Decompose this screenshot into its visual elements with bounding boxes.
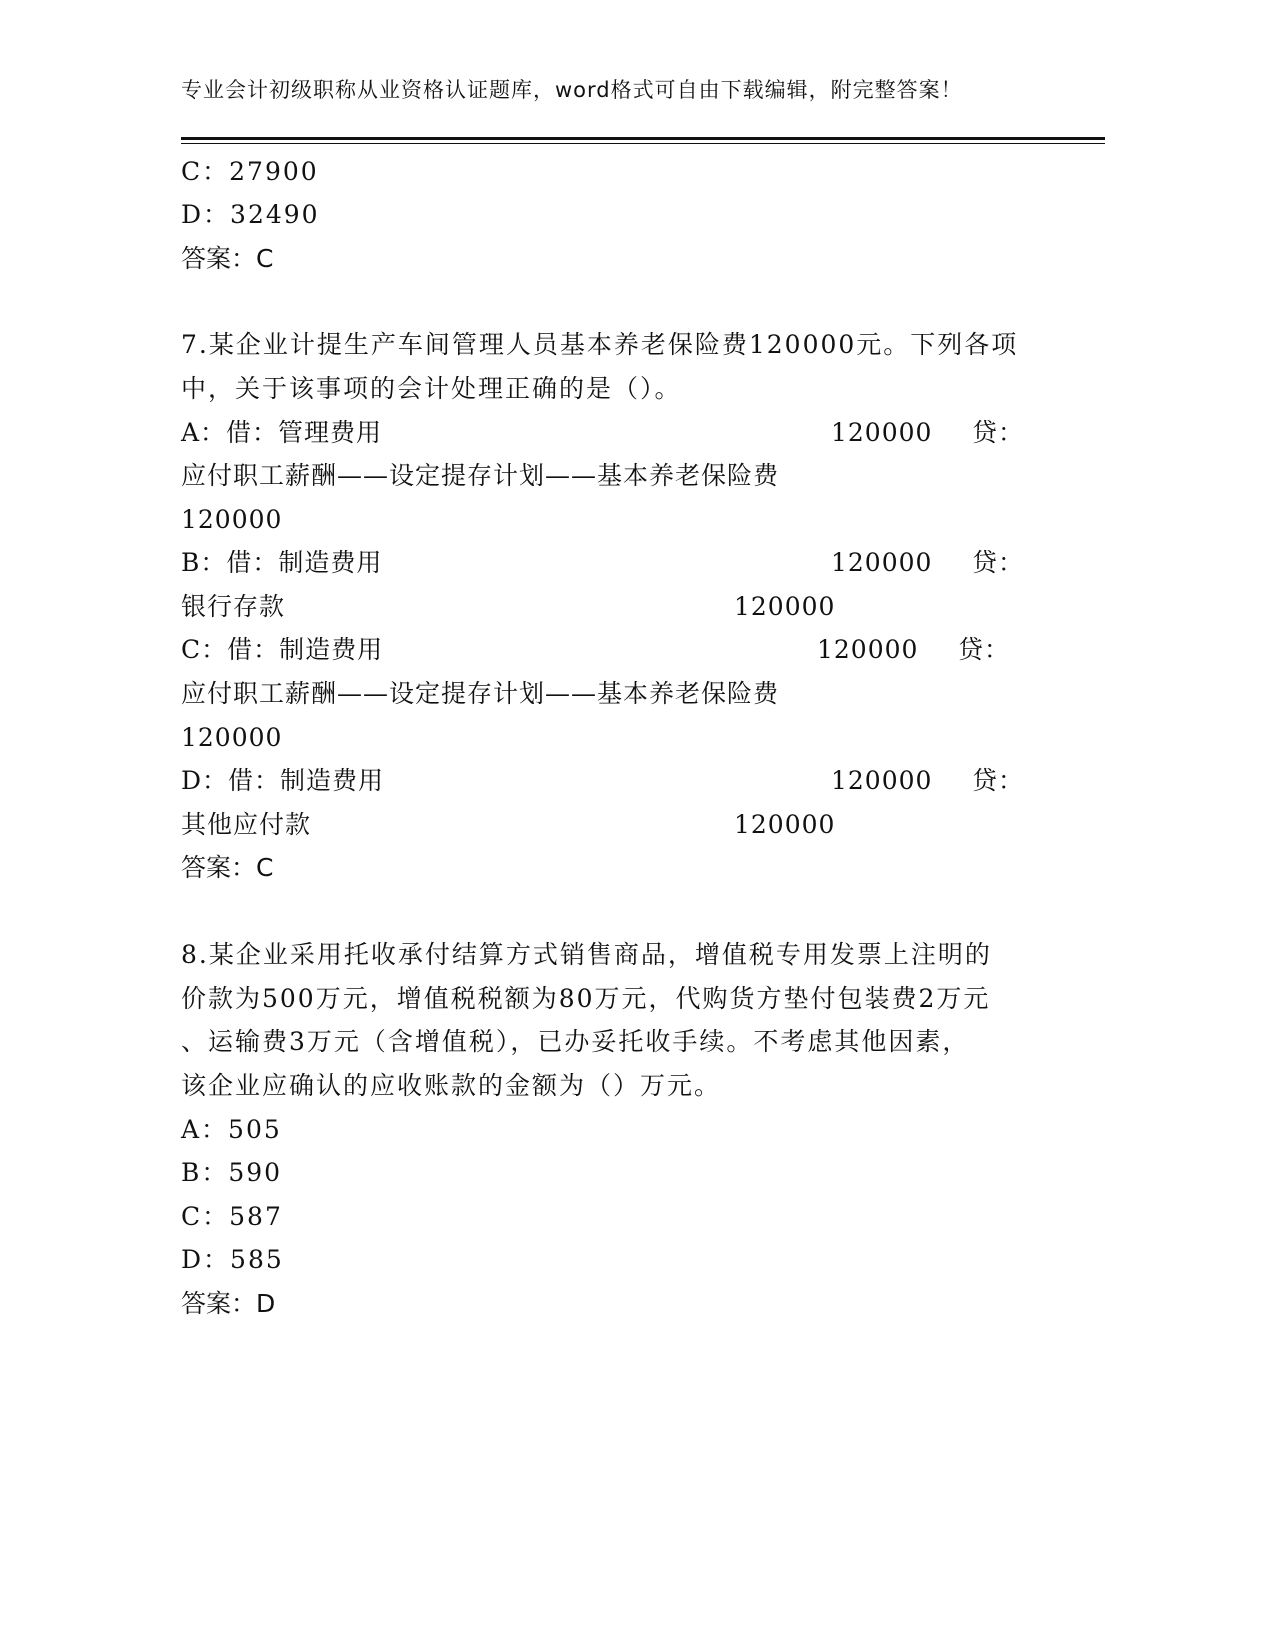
q7-option-a-credit: 贷： (972, 418, 1025, 447)
q7-option-d-account: 其他应付款 (181, 810, 312, 839)
q8-option-d: D：585 (181, 1245, 284, 1274)
prev-option-d: D：32490 (181, 200, 320, 229)
q7-option-a-account: 应付职工薪酬——设定提存计划——基本养老保险费 (181, 461, 780, 490)
q8-option-b: B：590 (181, 1158, 283, 1187)
q8-option-a: A：505 (181, 1115, 282, 1144)
q7-stem-line-1: 7.某企业计提生产车间管理人员基本养老保险费120000元。下列各项 (181, 330, 1019, 359)
q7-option-d-credit-amount: 120000 (734, 810, 836, 839)
q7-option-b-account: 银行存款 (181, 592, 286, 621)
q7-option-b-credit: 贷： (972, 548, 1025, 577)
header-rule-thin (181, 143, 1105, 144)
page-header: 专业会计初级职称从业资格认证题库，word格式可自由下载编辑，附完整答案！ (181, 78, 963, 102)
q8-option-c: C：587 (181, 1202, 283, 1231)
q7-answer: 答案：C (181, 853, 274, 882)
prev-answer: 答案：C (181, 244, 274, 273)
q8-answer: 答案：D (181, 1289, 276, 1318)
q7-option-d-amount: 120000 (831, 766, 933, 795)
q7-option-c-amount: 120000 (817, 635, 919, 664)
q7-option-b-credit-amount: 120000 (734, 592, 836, 621)
q7-option-b-amount: 120000 (831, 548, 933, 577)
prev-option-c: C：27900 (181, 157, 319, 186)
q7-option-d-debit: D：借：制造费用 (181, 766, 385, 795)
q7-option-c-account: 应付职工薪酬——设定提存计划——基本养老保险费 (181, 679, 780, 708)
q8-stem-line-2: 价款为500万元，增值税税额为80万元，代购货方垫付包装费2万元 (181, 984, 991, 1013)
q7-option-c-credit: 贷： (958, 635, 1011, 664)
header-rule-thick (181, 137, 1105, 140)
q7-option-b-debit: B：借：制造费用 (181, 548, 383, 577)
q8-stem-line-4: 该企业应确认的应收账款的金额为（）万元。 (181, 1071, 722, 1100)
q7-option-a-debit: A：借：管理费用 (181, 418, 383, 447)
q7-option-c-credit-amount: 120000 (181, 723, 283, 752)
q7-stem-line-2: 中，关于该事项的会计处理正确的是（）。 (181, 374, 682, 403)
q8-stem-line-3: 、运输费3万元（含增值税），已办妥托收手续。不考虑其他因素， (181, 1027, 970, 1056)
q7-option-d-credit: 贷： (972, 766, 1025, 795)
q7-option-a-credit-amount: 120000 (181, 505, 283, 534)
q8-stem-line-1: 8.某企业采用托收承付结算方式销售商品，增值税专用发票上注明的 (181, 940, 992, 969)
q7-option-c-debit: C：借：制造费用 (181, 635, 384, 664)
q7-option-a-amount: 120000 (831, 418, 933, 447)
